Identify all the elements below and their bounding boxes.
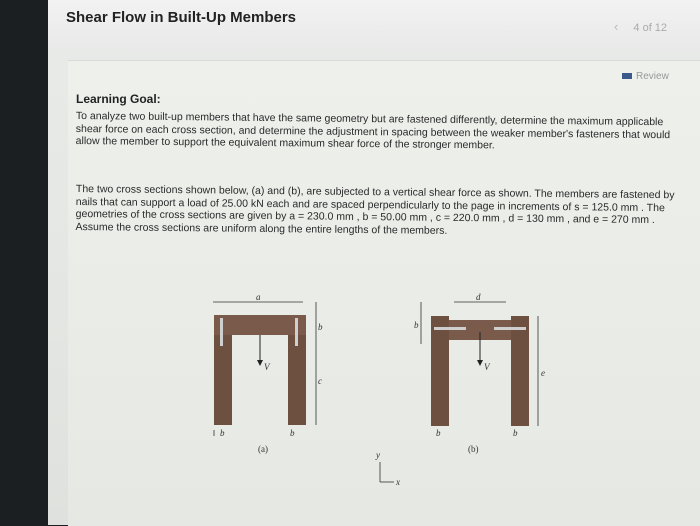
review-icon [622, 73, 632, 79]
label-b-b: b [414, 320, 419, 330]
label-a: a [256, 292, 261, 302]
page-title: Shear Flow in Built-Up Members [66, 9, 297, 26]
nail-b-left [434, 327, 466, 330]
label-b-b-bottom-left: b [436, 428, 441, 438]
screen [48, 0, 700, 525]
right-web-b [511, 316, 529, 426]
chevron-left-icon[interactable]: ‹ [614, 19, 619, 34]
shear-arrowhead-b [477, 360, 483, 366]
label-b-b-bottom-right: b [513, 428, 518, 438]
axis-x-label: x [396, 477, 400, 487]
nail-a-right [295, 318, 298, 346]
label-b-a-bottom-right: b [290, 428, 295, 438]
pager [614, 19, 667, 34]
right-web-a [288, 335, 306, 425]
nail-a-left [220, 318, 223, 346]
cross-section-figure [220, 280, 558, 495]
label-d: d [476, 292, 481, 302]
top-flange-a [214, 315, 306, 335]
label-b-a: b [318, 322, 323, 332]
nail-b-right [494, 327, 526, 330]
learning-goal-text: To analyze two built-up members that have the same geometry but are fastened differently, determine the maximum applicable shear force on each cross section, and determine the adjustment in spacing between the weaker member's fasteners that would allow the member to support the equivalent maximum shear force of the stronger member. [75, 110, 671, 152]
header-bar [48, 0, 700, 52]
label-v-a: V [264, 362, 270, 372]
label-v-b: V [484, 362, 490, 372]
axis-y-label: y [376, 450, 380, 460]
caption-b: (b) [468, 444, 479, 454]
left-web-a [214, 335, 232, 425]
label-b-a-bottom-left: b [220, 428, 225, 438]
caption-a: (a) [258, 444, 268, 454]
shear-arrowhead-a [257, 360, 263, 366]
page-indicator: 4 of 12 [633, 22, 668, 34]
label-c: c [318, 376, 322, 386]
left-web-b [431, 316, 449, 426]
review-link[interactable] [622, 71, 669, 82]
label-e: e [541, 368, 545, 378]
learning-goal-heading: Learning Goal: [76, 92, 161, 106]
review-label: Review [636, 71, 669, 82]
problem-statement: The two cross sections shown below, (a) and (b), are subjected to a vertical shear force as shown. The members are fastened by nails that can support a load of 25.00 kN each and are spaced perpendicularly to the page in increments of s = 125.0 mm . The geometries of the cross sections are given by a = 230.0 mm , b = 50.00 mm , c = 220.0 mm , d = 130 mm , and e = 270 mm . Assume the cross sections are uniform along the entire lengths of the members. [75, 183, 675, 237]
